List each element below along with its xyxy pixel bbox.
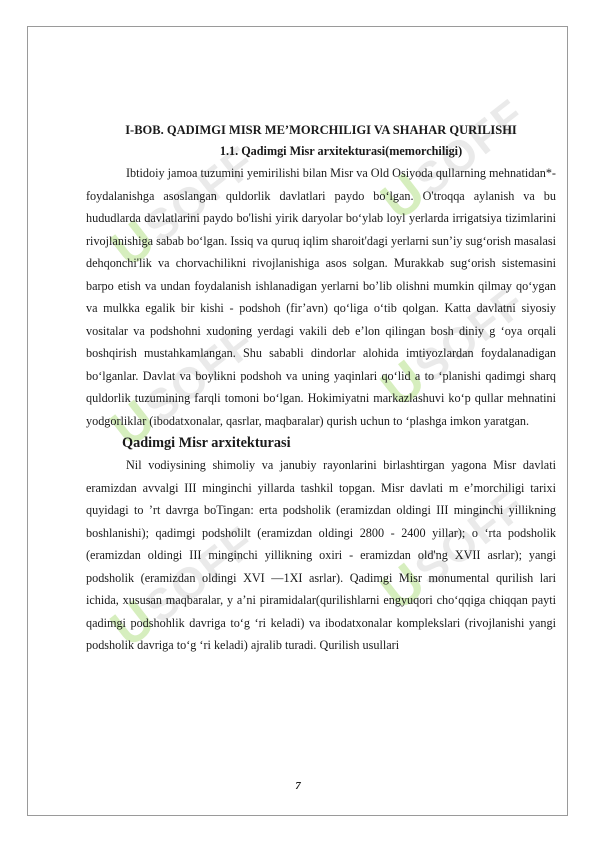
section-title: 1.1. Qadimgi Misr arxitekturasi(memorchiligi) <box>219 144 463 158</box>
chapter-title: I-BOB. QADIMGI MISR ME’MORCHILIGI VA SHAHAR QURILISHI <box>125 123 517 137</box>
page-content <box>86 120 556 657</box>
watermark: USOFF <box>100 316 266 459</box>
subheading: Qadimgi Misr arxitekturasi <box>122 435 291 451</box>
watermark: USOFF <box>100 516 266 659</box>
page-number: 7 <box>295 780 301 792</box>
watermark: USOFF <box>100 136 266 279</box>
watermark: USOFF <box>370 479 536 622</box>
watermark: USOFF <box>370 89 536 232</box>
paragraph-intro: Ibtidoiy jamoa tuzumini yemirilishi bilan Misr va Old Osiyoda qullarning mehnatidan*- foydalanishga asoslangan quldorlik davlatlari paydo bo‘lgan. O'troqqa aylanish va bu hududlarda davlatlarini paydo bo'lishi yirik daryolar bo‘ylab loyl yerlarda irrigatsiya tizimlarini rivojlanishiga sabab bo‘lgan. Issiq va quruq iqlim sharoit'dagi yerlarni sun’iy sug‘orish masalasi dehqonchi'lik va chorvachilikni rivojlanishiga asos solgan. Murakkab sug‘orish sistemasini barpo etish va undan foydalanish ishlanadigan yerlarni bo’lib olishni mumkin qilmay qo‘ygan va mulkka egalik bir kishi - podshoh (fir’avn) qo‘liga o‘tib qolgan. Katta davlatni siyosiy vositalar va podshohni xudoning yerdagi vakili deb e’lon qilingan bosh diniy g ‘oya orqali boshqirish mustahkamlangan. Shu sababli dindorlar alohida imtiyozlardan foydalanadigan bo‘lganlar. Davlat va boylikni podshoh va uning yaqinlari qo‘lid a to ‘planishi qadimgi sharq quldorlik tuzumining farqli tomoni bo‘lgan. Hokimiyatni markazlashuvi ko‘p qullar mehnatini yodgorliklar (ibodatxonalar, qasrlar, maqbaralar) qurish uchun to ‘plashga imkon yaratgan. <box>86 166 556 428</box>
paragraph-egypt: Nil vodiysining shimoliy va janubiy rayonlarini birlashtirgan yagona Misr davlati eramizdan avvalgi III minginchi yillarda tashkil topgan. Misr davlati m e’morchiligi tarixi quyidagi to ’rt davrga boTingan: erta podsholik (eramizdan oldingi III minginchi yillikning boshlanishi); qadimgi podsholilt (eramizdan oldingi 2800 - 2400 yillar); o ‘rta podsholik (eramizdan oldingi III minginchi yillikning oxiri - eramizdan old'ng XVII asrlar); yangi podsholik (eramizdan oldingi XVI —1XI asrlar). Qadimgi Misr monumental qurilish lari ichida, xususan maqbaralar, y a’ni piramidalar(qurilishlarni engyuqori cho‘qqiga chiqqan payti qadimgi podshohlik davriga to‘g ‘ri keladi) va ibodatxonalar komplekslari (rivojlanishi yangi podsholik davriga to‘g ‘ri keladi) ajralib turadi. Qurilish usullari <box>86 458 556 652</box>
watermark: USOFF <box>370 276 536 419</box>
